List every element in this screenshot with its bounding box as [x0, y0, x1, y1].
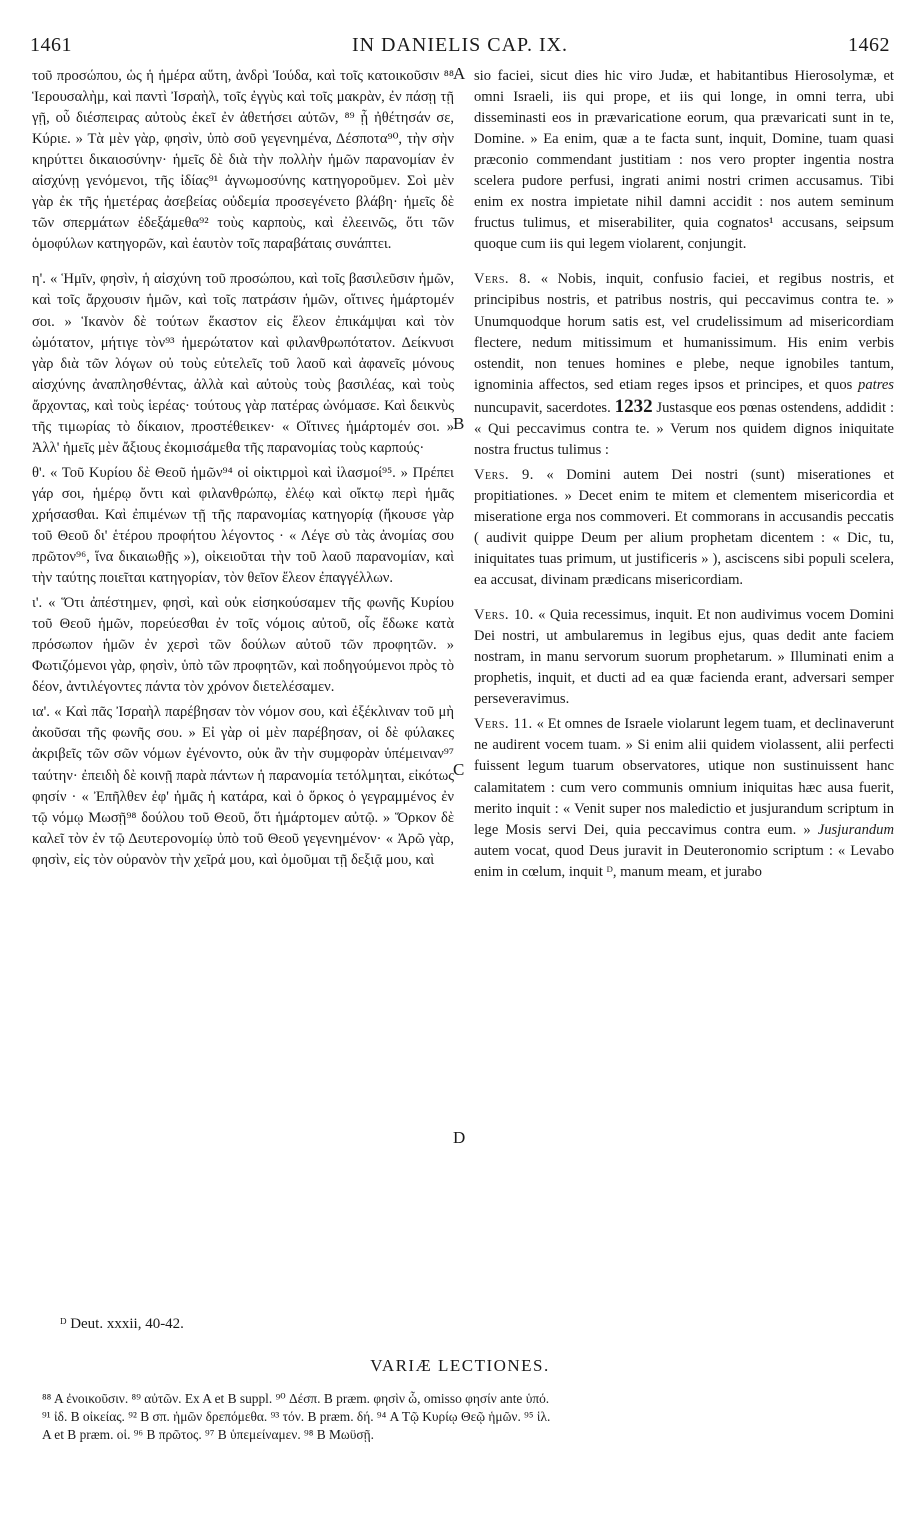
latin-paragraph-verse-10: Vers. 10. « Quia recessimus, inquit. Et non audivimus vocem Domini Dei nostri, ut ambularemus in legibus ejus, quas dedit ante faciem nostram, in manu servorum suorum prophetarum. » Illuminati enim a prophetis, inquit, et ducti ad ea quæ facienda erant, adversari semper perseveravimus.	[474, 607, 895, 708]
variae-lectiones-title: VARIÆ LECTIONES.	[370, 1356, 550, 1375]
page-header	[30, 34, 890, 62]
greek-paragraph-1: τοῦ προσώπου, ὡς ἡ ἡμέρα αὕτη, ἀνδρὶ Ἰούδα, καὶ τοῖς κατοικοῦσιν ⁸⁸ Ἱερουσαλὴμ, καὶ παντὶ Ἰσραὴλ, τοῖς ἐγγὺς καὶ τοῖς μακρὰν, ἐν πάσῃ τῇ γῇ, οὗ διέσπειρας αὐτοὺς ἐκεῖ ἐν ἀθετήσει αὐτῶν, ⁸⁹ ᾗ ἠθέτησάν σε, Κύριε. » Τὰ μὲν γὰρ, φησὶν, ὑπὸ σοῦ γεγενημένα, Δέσποτα⁹⁰, τὴν σὴν κηρύττει δικαιοσύνην· ἡμεῖς δὲ διὰ τὴν πολλὴν ἡμῶν παρανομίαν ἐν αἰσχύνῃ γενόμενοι, τῆς ἰδίας⁹¹ ἀγνωμοσύνης κατηγοροῦμεν. Σοὶ μὲν γὰρ ἐκ τῆς ἡμετέρας ἀσεβείας οὐδεμία προσεγένετο βλάβη· ἡμεῖς δὲ τῶν σπερμάτων ἐδεξάμεθα⁹² τοὺς καρποὺς, καὶ ἐλεεινῶς, ὅτι τῶν ὁμοφύλων κατηγορῶν, καὶ ἑαυτὸν τοῖς παραβάταις συνάπτει.	[32, 68, 454, 253]
verse-label: Vers. 9.	[474, 466, 534, 483]
variae-line: A et B præm. οἱ. ⁹⁶ B πρῶτος. ⁹⁷ B ὑπεμείναμεν. ⁹⁸ B Μωϋσῇ.	[42, 1427, 374, 1442]
column-number: 1232	[614, 395, 653, 417]
greek-paragraph-verse-11: ια'. « Καὶ πᾶς Ἰσραὴλ παρέβησαν τὸν νόμον σου, καὶ ἐξέκλιναν τοῦ μὴ ἀκοῦσαι τῆς φωνῆς σου. » Εἰ γὰρ οἱ μὲν παρέβησαν, οἱ δὲ φύλακες ἀκριβεῖς τῶν σῶν νόμων ἐγένοντο, οὐκ ἂν τὴν συμφορὰν ὑπέμειναν⁹⁷ ταύτην· ἐπειδὴ δὲ κοινῇ παρὰ πάντων ἡ παρανομία τετόλμηται, εἰκότως φησίν · « Ἐπῆλθεν ἐφ' ἡμᾶς ἡ κατάρα, καὶ ὁ ὅρκος ὁ γεγραμμένος ἐν τῷ νόμῳ Μωσῇ⁹⁸ δούλου τοῦ Θεοῦ, ὅτι ἡμάρτομεν αὐτῷ. » Ὅρκον δὲ καλεῖ τὸν ἐν τῷ Δευτερονομίῳ ὑπὸ τοῦ Θεοῦ γεγενημένον· « Ἀρῶ γὰρ, φησὶν, εἰς τὸν οὐρανὸν τὴν χεῖρά μου, καὶ ὀμοῦμαι τῇ δεξιᾷ μου, καὶ	[32, 704, 454, 868]
footnote: ᴰ Deut. xxxii, 40-42.	[60, 1316, 184, 1332]
greek-column	[32, 66, 454, 871]
verse-label: Vers. 11.	[474, 716, 533, 733]
variae-lectiones	[42, 1390, 892, 1444]
verse-label: Vers. 8.	[474, 271, 532, 288]
margin-letter-d: D	[453, 1128, 466, 1147]
latin-paragraph-verse-11: Vers. 11. « Et omnes de Israele violarunt legem tuam, et declinaverunt ne audirent vocem tuam. » Si enim alii quidem violassent, alii perfecti fuissent legum tuarum observatores, utique non sustinuissent hanc calamitatem : cum vero communis omnium iniquitas hæc ausa fuerit, merito inquit : « Venit super nos maledictio et jusjurandum scriptum in lege Mosis servi Dei, quia peccavimus contra eum. » Jusjurandum autem vocat, quod Deus juravit in Deuteronomio scriptum : « Levabo enim in cœlum, inquit ᴰ, manum meam, et jurabo	[474, 716, 894, 880]
running-title: IN DANIELIS CAP. IX.	[351, 34, 569, 56]
variae-line: ⁸⁸ A ἐνοικοῦσιν. ⁸⁹ αὐτῶν. Ex A et B suppl. ⁹⁰ Δέσπ. B præm. φησὶν ὦ, omisso φησίν ante ὑπό.	[42, 1391, 550, 1406]
latin-paragraph-verse-9: Vers. 9. « Domini autem Dei nostri (sunt) miserationes et propitiationes. » Decet enim te mitem et clementem misericordia et miseratione erga nos commoveri. Et commorans in accusandis peccatis ( audivit quippe Deum per alium prophetam dicentem : « Dic, tu, iniquitates tuas primum, ut justificeris » ), asciscens sibi populi scelera, ea accusat, divinam prædicans misericordiam.	[474, 466, 894, 589]
latin-column	[474, 66, 894, 883]
page-number-left: 1461	[30, 34, 72, 56]
margin-letter-b: B	[453, 414, 465, 433]
variae-line: ⁹¹ ἰδ. B οἰκείας. ⁹² B σπ. ἡμῶν δρεπόμεθα. ⁹³ τόν. B præm. δή. ⁹⁴ A Τῷ Κυρίῳ Θεῷ ἡμῶν. ⁹⁵ ἱλ.	[42, 1409, 551, 1424]
page-number-right: 1462	[848, 34, 890, 56]
margin-letter-c: C	[453, 760, 465, 779]
latin-paragraph-verse-8: Vers. 8. « Nobis, inquit, confusio faciei, et regibus nostris, et principibus nostris, et patribus nostris, qui peccavimus contra te. » Unumquodque horum satis est, vel crudelissimum ad misericordiam flectere, nedum mitissimum et humanissimum. His enim verbis ostendit, non tenues homines e plebe, neque ignobiles tantum, ignominia affectos, sed etiam reges ipsos et principes, et quos patres nuncupavit, sacerdotes. 1232 Justasque eos pœnas ostendens, addidit : « Qui peccavimus contra te. » Verum nos quidem dignos iniquitate nostra fructus tulimus :	[474, 271, 894, 458]
greek-paragraph-verse-10: ι'. « Ὅτι ἀπέστημεν, φησὶ, καὶ οὐκ εἰσηκούσαμεν τῆς φωνῆς Κυρίου τοῦ Θεοῦ ἡμῶν, πορεύεσθαι ἐν τοῖς νόμοις αὐτοῦ, οἷς ἔδωκε κατὰ πρόσωπον ἡμῶν ἐν χερσὶ τῶν δούλων αὐτοῦ τῶν προφητῶν. » Φωτιζόμενοι γὰρ, φησὶν, ὑπὸ τῶν προφητῶν, καὶ ποδηγούμενοι πρὸς τὸ δέον, ἀντιλέγοντες πάντα τὸν χρόνον διετελέσαμεν.	[32, 595, 454, 696]
greek-paragraph-verse-9: θ'. « Τοῦ Κυρίου δὲ Θεοῦ ἡμῶν⁹⁴ οἱ οἰκτιρμοὶ καὶ ἱλασμοί⁹⁵. » Πρέπει γάρ σοι, ἡμέρῳ ὄντι καὶ φιλανθρώπῳ, ἐλέῳ καὶ οἴκτῳ περὶ ἡμᾶς χρήσασθαι. Καὶ ἐπιμένων τῇ τῆς παρανομίας κατηγορίᾳ (ἤκουσε γὰρ τοῦ Θεοῦ δι' ἑτέρου προφήτου λέγοντος · « Λέγε σὺ τὰς ἀνομίας σου πρῶτον⁹⁶, ἵνα δικαιωθῇς »), οἰκειοῦται τὴν τοῦ λαοῦ παρανομίαν, καὶ τὴν ταύτης ποιεῖται κατηγορίαν, τὸν θεῖον ἔλεον ἐπαγγέλλων.	[32, 464, 454, 587]
margin-letter-a: A	[453, 64, 466, 83]
verse-label: Vers. 10.	[474, 607, 534, 624]
latin-paragraph-1: sio faciei, sicut dies hic viro Judæ, et habitantibus Hierosolymæ, et omni Israeli, iis qui prope, et iis qui longe, in omni terra, ubi disseminasti eos in prævaricatione eorum, qua prævaricati sunt in te, Domine. » Ea enim, quæ a te facta sunt, inquit, Domine, tuam quasi præconio commendant justitiam : nos vero propter ingentia nostra scelera pudore perfusi, ingrati animi nostri crimen accusamus. Tibi enim ex nostra impietate nihil damni accidit : nos autem seminum fructus tulimus, et miserabiliter, quia cognatos¹ accusans, seipsum quoque cum iis qui legem violarent, conjungit.	[474, 68, 894, 253]
greek-paragraph-verse-8: η'. « Ἡμῖν, φησὶν, ἡ αἰσχύνη τοῦ προσώπου, καὶ τοῖς βασιλεῦσιν ἡμῶν, καὶ τοῖς ἄρχουσιν ἡμῶν, καὶ τοῖς πατράσιν ἡμῶν, οἵτινες ἡμάρτομέν σοι. » Ἱκανὸν δὲ τούτων ἕκαστον εἰς ἔλεον ἐπικάμψαι καὶ τὸν ὠμότατον, μήτιγε τὸν⁹³ ἡμερώτατον καὶ φιλανθρωπότατον. Δείκνυσι γὰρ διὰ τῶν λόγων οὐ τοὺς εὐτελεῖς τοῦ λαοῦ καὶ ἀφανεῖς μόνους αἰσχύνης ἀναπλησθέντας, ἀλλὰ καὶ αὐτοὺς τοὺς βασιλέας, καὶ τοὺς ἄρχοντας, καὶ τοὺς ἱερέας· τούτους γὰρ πατέρας ὠνόμασε. Καὶ δεικνὺς τῆς τιμωρίας τὸ δίκαιον, προστέθεικεν· « Οἵτινες ἡμάρτομέν σοι. » Ἀλλ' ἡμεῖς μὲν ἄξιους ἐκομισάμεθα τῆς παρανομίας τοὺς καρπούς·	[32, 271, 454, 456]
